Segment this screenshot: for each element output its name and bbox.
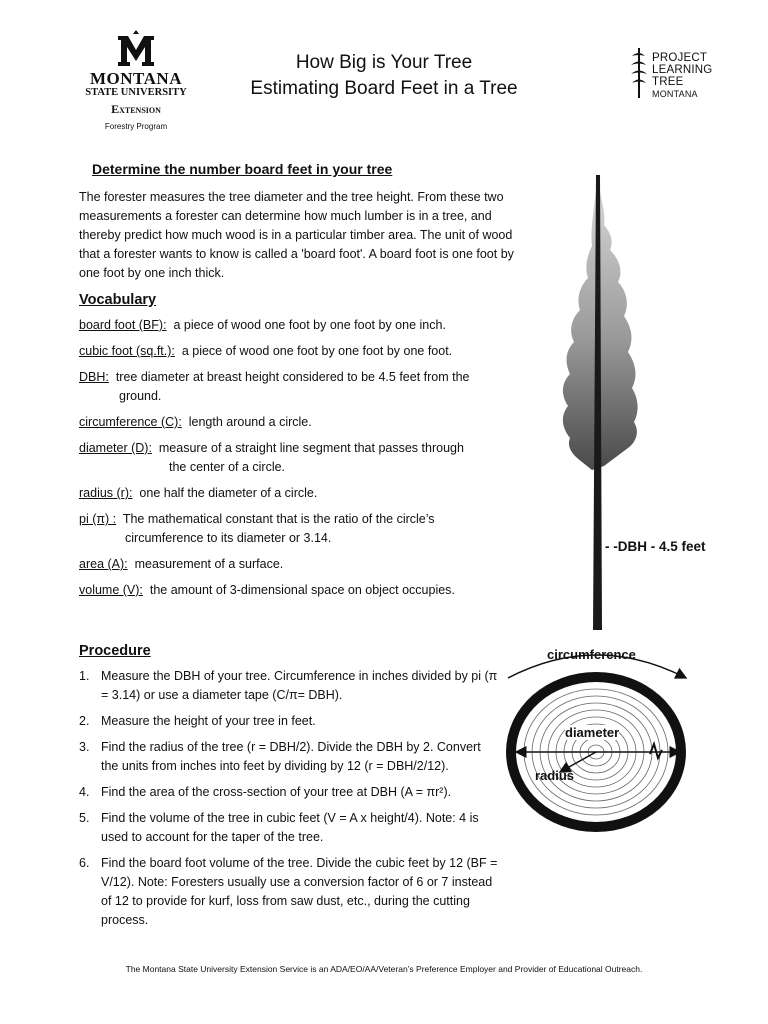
plt-tree-icon [630,48,648,100]
vocab-item: DBH: tree diameter at breast height considered to be 4.5 feet from the ground. [79,370,470,403]
tree-illustration [530,170,730,640]
msu-name-line1: MONTANA [90,69,182,88]
procedure-step: 4. Find the area of the cross-section of your tree at DBH (A = πr²). [79,785,452,799]
msu-name-line2: STATE UNIVERSITY [85,87,187,98]
vocab-item: diameter (D): measure of a straight line segment that passes through the center of a circle. [79,441,464,474]
msu-m-icon [116,30,156,68]
procedure-step: 6. Find the board foot volume of the tree. Divide the cubic feet by 12 (BF = V/12). Note: Foresters usually use a conversion factor of 6 or 7 instead of 12 to provide for kurf, loss from saw dust, etc., during the cutting process. [79,856,498,927]
plt-wordmark: PROJECT LEARNING TREE MONTANA [652,52,713,99]
page-title [200,50,568,102]
title-line1: How Big is Your Tree [295,52,473,73]
procedure-section [79,642,499,937]
procedure-step: 2. Measure the height of your tree in feet. [79,714,316,728]
vocab-item: area (A): measurement of a surface. [79,557,284,571]
vocab-item: volume (V): the amount of 3-dimensional space on object occupies. [79,583,455,597]
stump-cross-section [500,640,700,850]
intro-paragraph: The forester measures the tree diameter and the tree height. From these two measurements a forester can determine how much lumber is in a tree, and thereby predict how much wood is in a particular timber area. The unit of wood that a forester wants to know is called a 'board foot'. A board foot is one foot by one foot by one inch thick. [79,190,514,280]
vocab-item: radius (r): one half the diameter of a circle. [79,486,318,500]
intro-heading: Determine the number board feet in your tree [92,161,393,177]
msu-name-line4: Forestry Program [104,122,168,131]
msu-name-line3: Extension [111,102,161,116]
diameter-label: diameter [565,725,620,740]
vocab-item: board foot (BF): a piece of wood one foot by one foot by one inch. [79,318,446,332]
procedure-heading: Procedure [79,643,151,659]
dbh-label: - -DBH - 4.5 feet [605,539,706,554]
procedure-step: 5. Find the volume of the tree in cubic feet (V = A x height/4). Note: 4 is used to account for the taper of the tree. [79,811,479,844]
footer-notice: The Montana State University Extension Service is an ADA/EO/AA/Veteran’s Preference Employer and Provider of Educational Outreach. [125,964,643,974]
procedure-step: 3. Find the radius of the tree (r = DBH/2). Divide the DBH by 2. Convert the units from inches into feet by dividing by 12 (r = DBH/2/12). [79,740,481,773]
procedure-list [79,667,499,930]
circumference-label: circumference [547,647,636,662]
vocab-item: pi (π) : The mathematical constant that is the ratio of the circle’s circumference to its diameter or 3.14. [79,512,435,545]
vocab-item: cubic foot (sq.ft.): a piece of wood one foot by one foot by one foot. [79,344,453,358]
vocabulary-heading: Vocabulary [79,292,157,308]
vocab-item: circumference (C): length around a circle. [79,415,312,429]
main-content [79,160,529,607]
procedure-step: 1. Measure the DBH of your tree. Circumference in inches divided by pi (π = 3.14) or use a diameter tape (C/π= DBH). [79,669,498,702]
radius-label: radius [535,768,575,783]
msu-extension-logo [84,30,188,132]
project-learning-tree-logo [630,48,730,108]
title-line2: Estimating Board Feet in a Tree [250,78,518,99]
